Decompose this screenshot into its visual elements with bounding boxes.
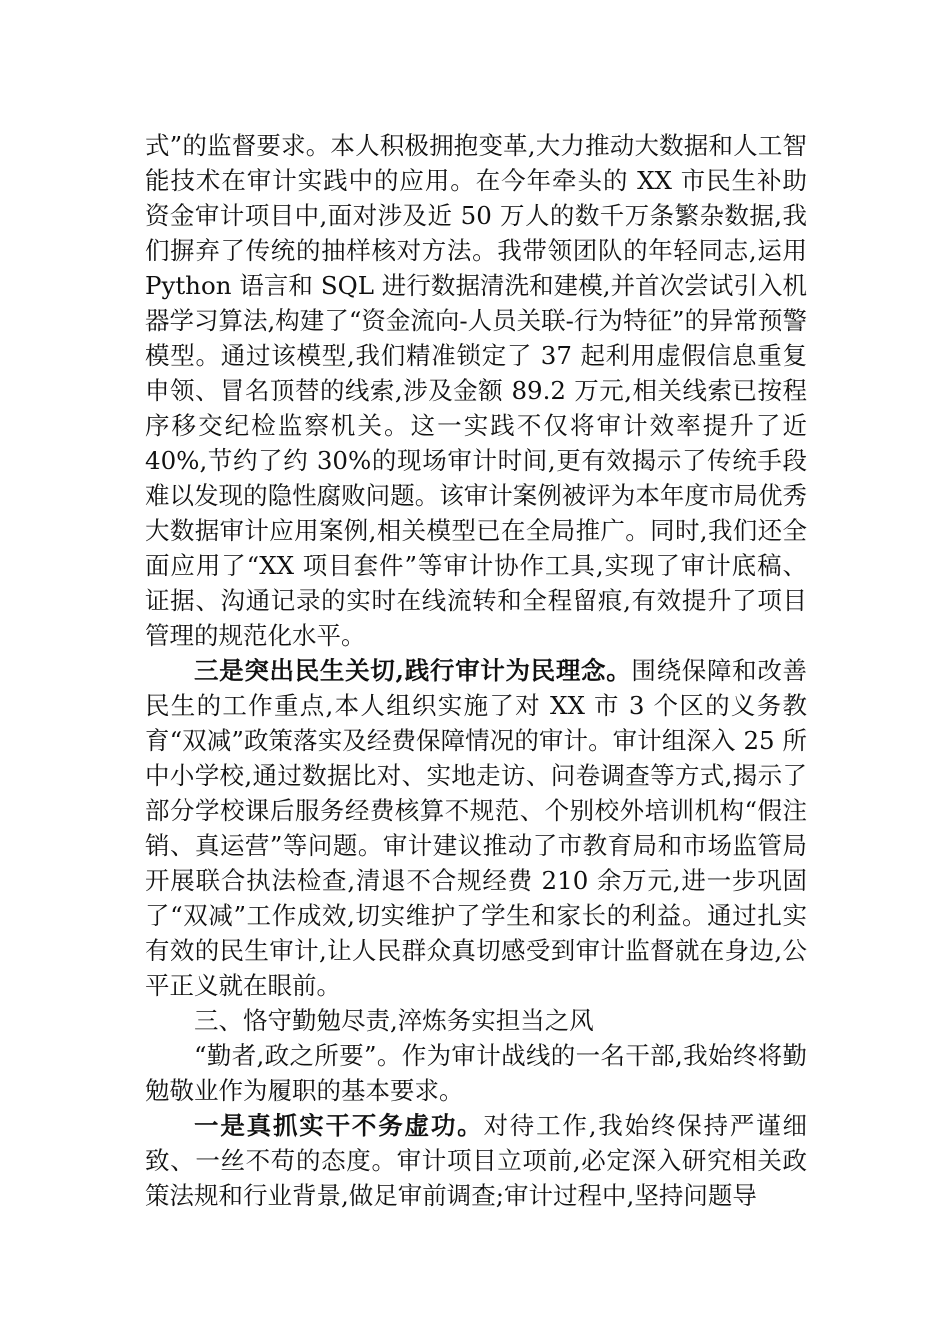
paragraph-lead-heading: 三是突出民生关切,践行审计为民理念。 (194, 656, 632, 685)
paragraph-practical-work (145, 1108, 807, 1213)
section-heading-three (145, 1003, 807, 1038)
section-heading-text: 三、恪守勤勉尽责,淬炼务实担当之风 (194, 1006, 594, 1035)
document-body (145, 128, 807, 1213)
paragraph-text: 围绕保障和改善民生的工作重点,本人组织实施了对 XX 市 3 个区的义务教育“双减”政策落实及经费保障情况的审计。审计组深入 25 所中小学校,通过数据比对、实地走访、问卷调查等方式,揭示了部分学校课后服务经费核算不规范、个别校外培训机构“假注销、真运营”等问题。审计建议推动了市教育局和市场监管局开展联合执法检查,清退不合规经费 210 余万元,进一步巩固了“双减”工作成效,切实维护了学生和家长的利益。通过扎实有效的民生审计,让人民群众真切感受到审计监督就在身边,公平正义就在眼前。 (145, 656, 808, 1000)
paragraph-diligence-intro (145, 1038, 807, 1108)
paragraph-text: 式”的监督要求。本人积极拥抱变革,大力推动大数据和人工智能技术在审计实践中的应用。在今年牵头的 XX 市民生补助资金审计项目中,面对涉及近 50 万人的数千万条繁杂数据,我们摒弃了传统的抽样核对方法。我带领团队的年轻同志,运用 Python 语言和 SQL 进行数据清洗和建模,并首次尝试引入机器学习算法,构建了“资金流向-人员关联-行为特征”的异常预警模型。通过该模型,我们精准锁定了 37 起利用虚假信息重复申领、冒名顶替的线索,涉及金额 89.2 万元,相关线索已按程序移交纪检监察机关。这一实践不仅将审计效率提升了近 40%,节约了约 30%的现场审计时间,更有效揭示了传统手段难以发现的隐性腐败问题。该审计案例被评为本年度市局优秀大数据审计应用案例,相关模型已在全局推广。同时,我们还全面应用了“XX 项目套件”等审计协作工具,实现了审计底稿、证据、沟通记录的实时在线流转和全程留痕,有效提升了项目管理的规范化水平。 (145, 131, 807, 650)
paragraph-data-audit-practice (145, 128, 807, 653)
paragraph-text: “勤者,政之所要”。作为审计战线的一名干部,我始终将勤勉敬业作为履职的基本要求。 (145, 1041, 807, 1105)
paragraph-livelihood-audit (145, 653, 807, 1003)
paragraph-lead-heading: 一是真抓实干不务虚功。 (194, 1111, 484, 1140)
paragraph-text: 对待工作,我始终保持严谨细致、一丝不苟的态度。审计项目立项前,必定深入研究相关政策法规和行业背景,做足审前调查;审计过程中,坚持问题导 (145, 1111, 807, 1210)
